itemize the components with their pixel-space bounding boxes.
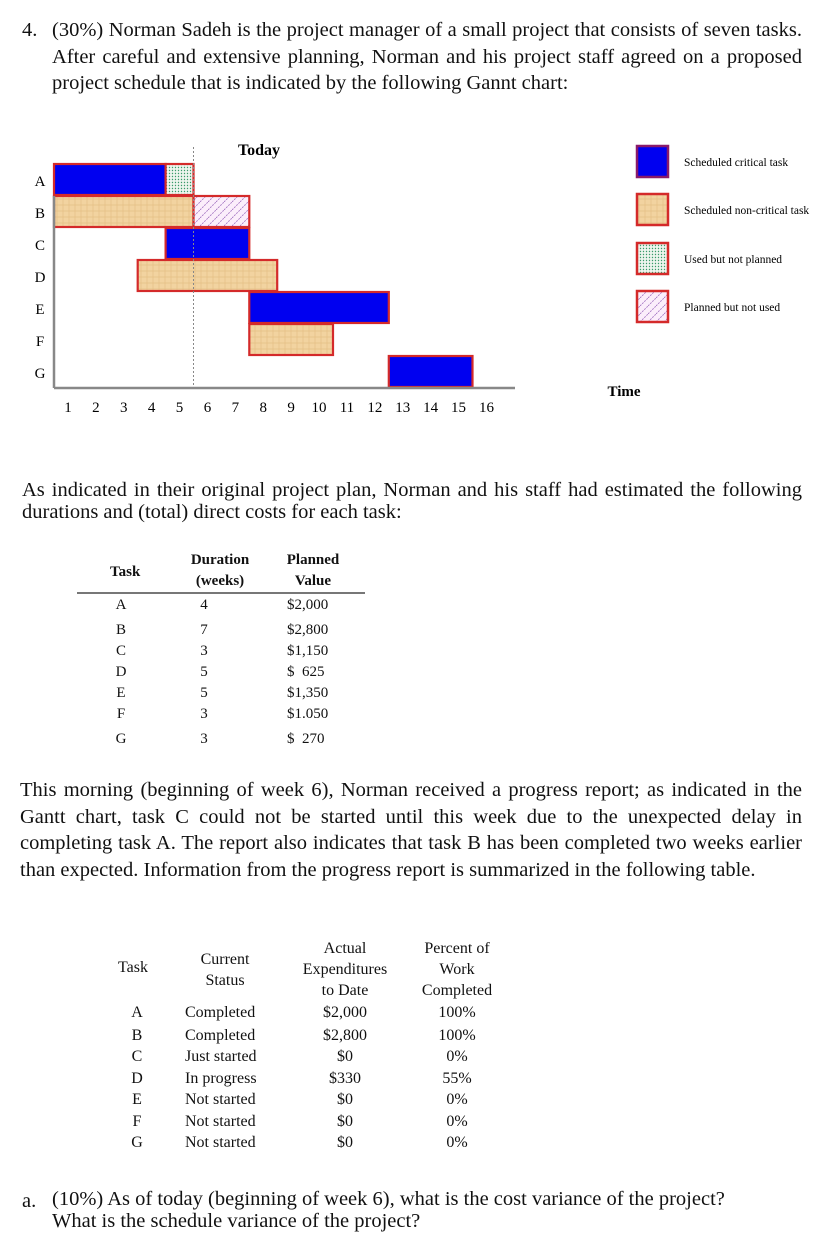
task-cell: E [132, 1091, 142, 1108]
progress-paragraph: This morning (beginning of week 6), Norman received a progress report; as indicated in the Gantt chart, task C could not be started until this week due to the unexpected delay in completing task A. The report also indicates that task B has been completed two weeks earlier than expected. Information from the progress report is summarized in the following table. [20, 779, 802, 881]
planned-value-cell: $2,800 [287, 622, 329, 638]
status-cell: Just started [185, 1048, 257, 1065]
plan-intro-paragraph: As indicated in their original project plan, Norman and his staff had estimated the following durations and (total) direct costs for each task: [22, 479, 802, 523]
col-header-duration [191, 550, 249, 592]
header-line: Current [200, 951, 250, 968]
question-number: 4. [22, 19, 38, 41]
status-cell: Not started [185, 1113, 256, 1130]
header-line: Actual [323, 940, 367, 957]
gantt-bar-f-noncritical [249, 324, 333, 355]
duration-cell: 3 [200, 731, 208, 747]
x-tick-label: 5 [175, 400, 184, 416]
status-cell: Not started [185, 1134, 256, 1151]
x-axis-title: Time [607, 384, 641, 400]
legend-label: Used but not planned [684, 254, 783, 266]
x-tick-label: 13 [395, 400, 411, 416]
actual-expenditure-cell: $0 [337, 1048, 353, 1065]
percent-complete-cell: 100% [438, 1027, 476, 1044]
x-tick-label: 4 [147, 400, 156, 416]
gantt-bar-a-critical [54, 164, 166, 195]
planned-value-cell: $2,000 [287, 597, 329, 613]
legend-label: Scheduled non-critical task [684, 205, 810, 217]
x-tick-label: 1 [64, 400, 72, 416]
task-cell: F [116, 706, 126, 722]
percent-complete-cell: 0% [446, 1048, 468, 1065]
legend-swatch-noncritical [637, 194, 668, 225]
task-cell: G [115, 731, 127, 747]
task-cell: A [115, 597, 127, 613]
header-line: Expenditures [302, 961, 388, 978]
x-tick-label: 3 [120, 400, 128, 416]
task-label-d: D [34, 270, 46, 286]
duration-cell: 4 [200, 597, 208, 613]
task-label-f: F [35, 334, 45, 350]
planned-value-cell: $1,150 [287, 643, 329, 659]
question-intro: (30%) Norman Sadeh is the project manager of a small project that consists of seven tasks. After careful and extensive planning, Norman and his project staff agreed on a proposed project schedule that is indicated by the following Gannt chart: [52, 19, 802, 94]
sub-question-label: a. [22, 1190, 37, 1212]
task-cell: B [131, 1027, 143, 1044]
task-cell: G [131, 1134, 143, 1151]
status-cell: In progress [185, 1070, 257, 1087]
x-tick-label: 6 [203, 400, 212, 416]
gantt-bar-a-used_not_planned [166, 164, 194, 195]
col-header-actual-expenditures [303, 938, 387, 1001]
task-label-b: B [34, 206, 46, 222]
col-header-percent-complete [422, 938, 492, 1001]
legend-swatch-critical [637, 146, 668, 177]
task-cell: D [115, 664, 127, 680]
legend-swatch-used_not_planned [637, 243, 668, 274]
task-cell: F [132, 1113, 142, 1130]
gantt-bar-e-critical [249, 292, 388, 323]
x-tick-label: 9 [287, 400, 295, 416]
header-line: Status [205, 972, 245, 989]
header-line: Completed [421, 982, 493, 999]
sub-question-text: (10%) As of today (beginning of week 6), what is the cost variance of the project? What is the schedule variance of the project? [52, 1188, 725, 1232]
x-tick-label: 7 [231, 400, 240, 416]
task-label-e: E [35, 302, 45, 318]
col-header-status [201, 949, 250, 991]
task-cell: C [131, 1048, 143, 1065]
planned-value-cell: $1.050 [287, 706, 329, 722]
header-line: Planned [286, 552, 340, 568]
status-cell: Completed [185, 1027, 256, 1044]
gantt-chart [0, 130, 828, 420]
actual-expenditure-cell: $2,000 [323, 1004, 367, 1021]
percent-complete-cell: 100% [438, 1004, 476, 1021]
duration-cell: 5 [200, 664, 208, 680]
x-tick-label: 11 [339, 400, 355, 416]
col-header-planned-value [287, 550, 340, 592]
planned-value-cell: $1,350 [287, 685, 329, 701]
percent-complete-cell: 0% [446, 1091, 468, 1108]
gantt-bar-c-critical [166, 228, 250, 259]
actual-expenditure-cell: $2,800 [323, 1027, 367, 1044]
task-cell: A [131, 1004, 143, 1021]
task-label-a: A [34, 174, 46, 190]
today-label: Today [237, 142, 281, 159]
col-header-task: Task [110, 564, 141, 580]
x-tick-label: 2 [92, 400, 100, 416]
legend-swatch-planned_not_used [637, 291, 668, 322]
header-line: Percent of [424, 940, 490, 957]
actual-expenditure-cell: $0 [337, 1091, 353, 1108]
x-tick-label: 14 [423, 400, 439, 416]
task-label-g: G [34, 366, 46, 382]
planned-value-cell: $ 270 [287, 731, 325, 747]
status-cell: Completed [185, 1004, 256, 1021]
header-line: (weeks) [195, 573, 245, 589]
status-cell: Not started [185, 1091, 256, 1108]
header-line: Value [294, 573, 332, 589]
task-cell: D [131, 1070, 143, 1087]
legend-label: Planned but not used [684, 302, 781, 314]
legend-label: Scheduled critical task [684, 157, 789, 169]
x-tick-label: 8 [259, 400, 267, 416]
gantt-bar-b-planned_not_used [194, 196, 250, 227]
duration-cell: 3 [200, 643, 208, 659]
percent-complete-cell: 0% [446, 1113, 468, 1130]
header-line: Duration [190, 552, 250, 568]
header-rule [77, 592, 365, 594]
actual-expenditure-cell: $0 [337, 1134, 353, 1151]
task-cell: B [115, 622, 127, 638]
x-tick-label: 10 [311, 400, 327, 416]
x-tick-label: 15 [451, 400, 467, 416]
percent-complete-cell: 0% [446, 1134, 468, 1151]
planned-value-cell: $ 625 [287, 664, 325, 680]
duration-cell: 5 [200, 685, 208, 701]
x-tick-label: 16 [478, 400, 494, 416]
duration-cell: 3 [200, 706, 208, 722]
col-header-task: Task [118, 959, 148, 976]
actual-expenditure-cell: $0 [337, 1113, 353, 1130]
percent-complete-cell: 55% [442, 1070, 472, 1087]
gantt-bar-d-noncritical [138, 260, 278, 291]
gantt-bar-b-noncritical [54, 196, 194, 227]
header-line: to Date [321, 982, 369, 999]
actual-expenditure-cell: $330 [329, 1070, 361, 1087]
duration-cell: 7 [200, 622, 208, 638]
x-tick-label: 12 [367, 400, 383, 416]
gantt-bar-g-critical [389, 356, 473, 387]
task-label-c: C [34, 238, 46, 254]
task-cell: C [115, 643, 127, 659]
header-line: Work [439, 961, 475, 978]
task-cell: E [116, 685, 126, 701]
